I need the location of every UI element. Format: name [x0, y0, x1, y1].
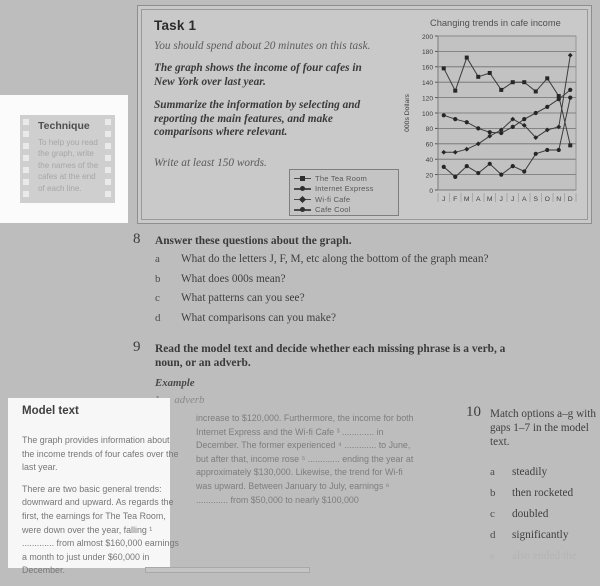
svg-text:80: 80	[425, 126, 433, 134]
filmstrip-hole-icon	[105, 179, 111, 185]
legend-item	[294, 173, 394, 184]
svg-text:60: 60	[425, 141, 433, 149]
svg-text:120: 120	[421, 95, 433, 103]
filmstrip-hole-icon	[105, 191, 111, 197]
item-text: also ended the	[512, 550, 577, 562]
task-1-time-instruction: You should spend about 20 minutes on this task.	[154, 40, 371, 52]
question-9-stem: Read the model text and decide whether each missing phrase is a verb, a noun, or an adverb.	[155, 343, 506, 369]
question-8-item-c	[155, 292, 500, 312]
filmstrip-hole-icon	[23, 131, 29, 137]
item-letter: c	[490, 508, 495, 520]
svg-text:40: 40	[425, 157, 433, 164]
task-1-summarize-instruction: Summarize the information by selecting and reporting the main features, and make comparisons where relevant.	[154, 99, 361, 138]
filmstrip-hole-icon	[23, 191, 29, 197]
svg-text:A: A	[475, 196, 481, 203]
example-answer-word: adverb	[174, 394, 205, 406]
item-text: What does 000s mean?	[181, 272, 286, 285]
legend-label: The Tea Room	[315, 173, 368, 183]
question-8-items	[155, 253, 500, 331]
chart-legend	[289, 169, 399, 216]
model-text-paragraph-2: There are two basic general trends: downward and upward. As regards the first, the earnings for The Tea Room, were down over the year, falling ¹ ............. from almost $160,000 earnings a month to just under $60,000 in December.	[22, 483, 179, 576]
svg-text:D: D	[567, 196, 573, 203]
svg-text:20: 20	[425, 172, 433, 180]
svg-text:M: M	[463, 196, 470, 203]
filmstrip-hole-icon	[23, 179, 29, 185]
filmstrip-holes-right-icon	[104, 115, 113, 203]
svg-text:M: M	[486, 196, 493, 203]
item-letter: b	[490, 487, 496, 499]
chart-svg	[400, 30, 586, 216]
legend-item	[294, 205, 394, 216]
svg-text:A: A	[521, 196, 527, 203]
task-1-title: Task 1	[154, 18, 197, 33]
question-10-item-b	[490, 487, 600, 508]
question-10-item-d	[490, 529, 600, 550]
task-1-graph-description: The graph shows the income of four cafes in New York over last year.	[154, 62, 362, 88]
question-10-item-c	[490, 508, 600, 529]
model-text-title: Model text	[22, 405, 79, 417]
svg-text:000s Dollars: 000s Dollars	[404, 94, 411, 132]
legend-label: Cafe Cool	[315, 205, 351, 215]
question-8-item-d	[155, 312, 500, 332]
svg-text:160: 160	[421, 64, 433, 72]
filmstrip-hole-icon	[23, 167, 29, 173]
filmstrip-hole-icon	[105, 167, 111, 173]
svg-text:O: O	[544, 196, 550, 203]
item-text: doubled	[512, 508, 549, 520]
item-letter: e	[490, 550, 495, 562]
filmstrip-hole-icon	[105, 143, 111, 149]
svg-text:200: 200	[421, 33, 433, 41]
legend-label: Wi-fi Cafe	[315, 194, 351, 204]
svg-text:J: J	[442, 196, 446, 203]
svg-text:J: J	[499, 196, 503, 203]
filmstrip-hole-icon	[105, 131, 111, 137]
legend-label: Internet Express	[315, 184, 374, 194]
model-text-panel	[8, 398, 179, 576]
technique-filmstrip-card	[20, 115, 115, 203]
task-1-card	[137, 5, 592, 224]
legend-marker-circle-icon	[294, 184, 311, 194]
item-text: What do the letters J, F, M, etc along the bottom of the graph mean?	[181, 253, 489, 265]
filmstrip-hole-icon	[23, 155, 29, 161]
filmstrip-holes-left-icon	[22, 115, 31, 203]
question-10-items	[490, 466, 600, 571]
legend-marker-dot-icon	[294, 205, 311, 215]
model-text-column-2	[196, 412, 418, 507]
svg-text:0: 0	[429, 187, 433, 195]
model-text-paragraph-1: The graph provides information about the income trends of four cafes over the last year.	[22, 435, 179, 473]
question-8-item-b	[155, 273, 500, 293]
item-text: What patterns can you see?	[181, 292, 305, 304]
question-9-number: 9	[133, 339, 141, 355]
filmstrip-hole-icon	[23, 119, 29, 125]
item-letter: a	[155, 253, 160, 265]
chart-title: Changing trends in cafe income	[430, 18, 561, 28]
svg-text:F: F	[453, 196, 458, 203]
item-text: significantly	[512, 529, 569, 541]
question-8-number: 8	[133, 231, 141, 247]
legend-item	[294, 194, 394, 205]
svg-text:180: 180	[421, 49, 433, 57]
legend-marker-diamond-icon	[294, 194, 311, 204]
item-letter: d	[490, 529, 496, 541]
page-bottom-strip	[145, 567, 310, 573]
svg-text:100: 100	[421, 110, 433, 118]
question-10-item-e	[490, 550, 600, 571]
task-1-word-count-instruction: Write at least 150 words.	[154, 157, 267, 169]
svg-text:N: N	[556, 196, 562, 203]
item-text: steadily	[512, 466, 548, 478]
item-letter: b	[155, 272, 161, 285]
technique-panel	[0, 95, 128, 223]
item-text: What comparisons can you make?	[181, 311, 336, 324]
item-letter: a	[490, 466, 495, 478]
model-text-column-1	[22, 434, 182, 586]
legend-item	[294, 184, 394, 195]
model-text-continuation: increase to $120,000. Furthermore, the income for both Internet Express and the Wi-fi Cafe ³ ............. in December. The former experienced ⁴ ............. to June, but after that, income rose ⁵ ............. ending the year at approximately $130,000. Likewise, the trend for Wi-fi was upward. Between January to July, earnings ⁶ ............. from $50,000 to nearly $100,000	[196, 413, 414, 505]
technique-title: Technique	[38, 120, 90, 132]
question-9-example-label: Example	[155, 377, 195, 389]
cafe-income-chart	[400, 18, 586, 216]
filmstrip-hole-icon	[23, 143, 29, 149]
item-text: then rocketed	[512, 487, 574, 499]
question-8-stem: Answer these questions about the graph.	[155, 235, 352, 247]
question-10-number: 10	[466, 404, 481, 420]
svg-text:J: J	[511, 196, 515, 203]
question-10-stem: Match options a–g with gaps 1–7 in the model text.	[490, 408, 596, 449]
filmstrip-hole-icon	[105, 155, 111, 161]
item-letter: c	[155, 292, 160, 304]
svg-text:140: 140	[421, 80, 433, 87]
question-8-item-a	[155, 253, 500, 273]
item-letter: d	[155, 311, 161, 324]
svg-text:S: S	[533, 196, 539, 203]
filmstrip-hole-icon	[105, 119, 111, 125]
legend-marker-square-icon	[294, 173, 311, 183]
technique-body: To help you read the graph, write the names of the cafes at the end of each line.	[38, 138, 99, 193]
question-10-item-a	[490, 466, 600, 487]
